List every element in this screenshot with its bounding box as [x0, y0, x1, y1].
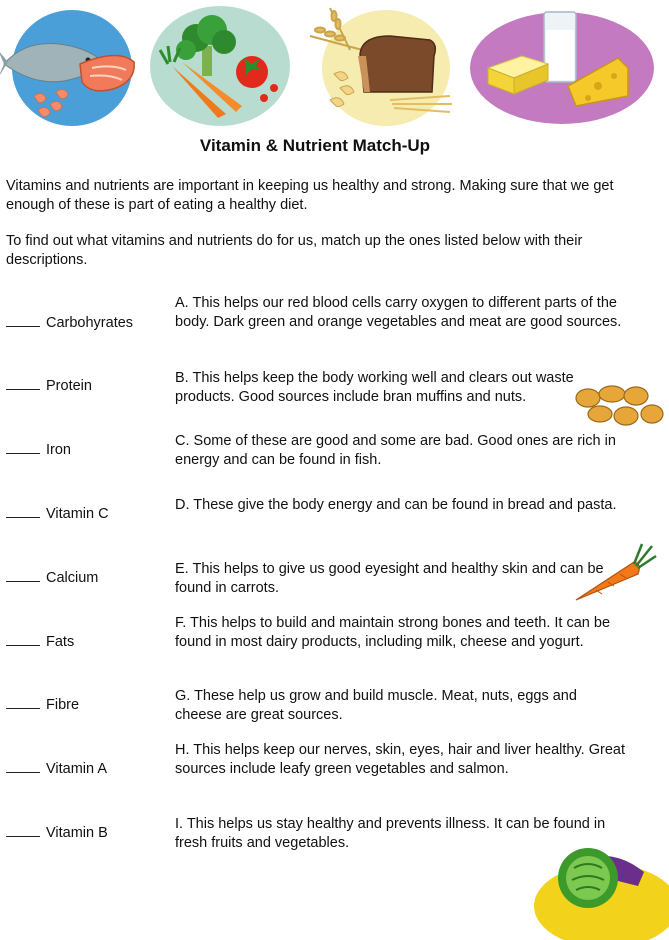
answer-blank[interactable]: [6, 696, 40, 709]
term-label: Vitamin A: [46, 761, 107, 777]
nuts-beans-illustration: [574, 384, 666, 432]
vegetable-plate-illustration: [146, 2, 294, 130]
cabbage-plate-illustration: [526, 838, 669, 940]
term-label: Protein: [46, 378, 92, 394]
page-title: Vitamin & Nutrient Match-Up: [199, 136, 431, 155]
carrot-icon: [576, 562, 639, 600]
term-label: Iron: [46, 442, 71, 458]
description-text: G. These help us grow and build muscle. Meat, nuts, eggs and cheese are great sources.: [175, 688, 577, 723]
answer-blank[interactable]: [6, 824, 40, 837]
answer-blank[interactable]: [6, 314, 40, 327]
term-label: Carbohyrates: [46, 315, 134, 331]
answer-blank[interactable]: [6, 633, 40, 646]
cabbage-icon: [558, 848, 618, 908]
answer-blank[interactable]: [6, 505, 40, 518]
description-text: D. These give the body energy and can be found in bread and pasta.: [175, 497, 617, 513]
answer-blank[interactable]: [6, 569, 40, 582]
answer-blank[interactable]: [6, 441, 40, 454]
term-label: Fats: [46, 634, 75, 650]
instructions-paragraph: To find out what vitamins and nutrients do for us, match up the ones listed below with their descriptions.: [6, 233, 583, 268]
tomato-icon: [236, 56, 268, 88]
carrot-illustration: [572, 542, 658, 606]
dairy-plate-illustration: [468, 6, 660, 130]
term-label: Calcium: [46, 570, 99, 586]
description-text: C. Some of these are good and some are bad. Good ones are rich in energy and can be found in fish.: [175, 433, 616, 468]
bread-loaf-icon: [358, 36, 435, 92]
description-text: E. This helps to give us good eyesight and healthy skin and can be found in carrots.: [175, 561, 604, 596]
description-text: I. This helps us stay healthy and prevents illness. It can be found in fresh fruits and vegetables.: [175, 816, 606, 851]
answer-blank[interactable]: [6, 377, 40, 390]
fish-seafood-plate-illustration: [0, 4, 142, 130]
milk-glass-icon: [544, 12, 576, 82]
term-label: Fibre: [46, 697, 80, 713]
description-text: A. This helps our red blood cells carry oxygen to different parts of the body. Dark green and orange vegetables and meat are good sources.: [175, 295, 622, 330]
intro-paragraph: Vitamins and nutrients are important in keeping us healthy and strong. Making sure that we get enough of these is part of eating a healthy diet.: [6, 178, 614, 213]
description-text: F. This helps to build and maintain strong bones and teeth. It can be found in most dairy products, including milk, cheese and yogurt.: [175, 615, 611, 650]
term-label: Vitamin C: [46, 506, 109, 522]
answer-blank[interactable]: [6, 760, 40, 773]
description-text: H. This helps keep our nerves, skin, eyes, hair and liver healthy. Great sources include leafy green vegetables and salmon.: [175, 742, 625, 777]
description-text: B. This helps keep the body working well and clears out waste products. Good sources include bran muffins and nuts.: [175, 370, 574, 405]
term-label: Vitamin B: [46, 825, 108, 841]
grain-bread-plate-illustration: [300, 0, 462, 130]
